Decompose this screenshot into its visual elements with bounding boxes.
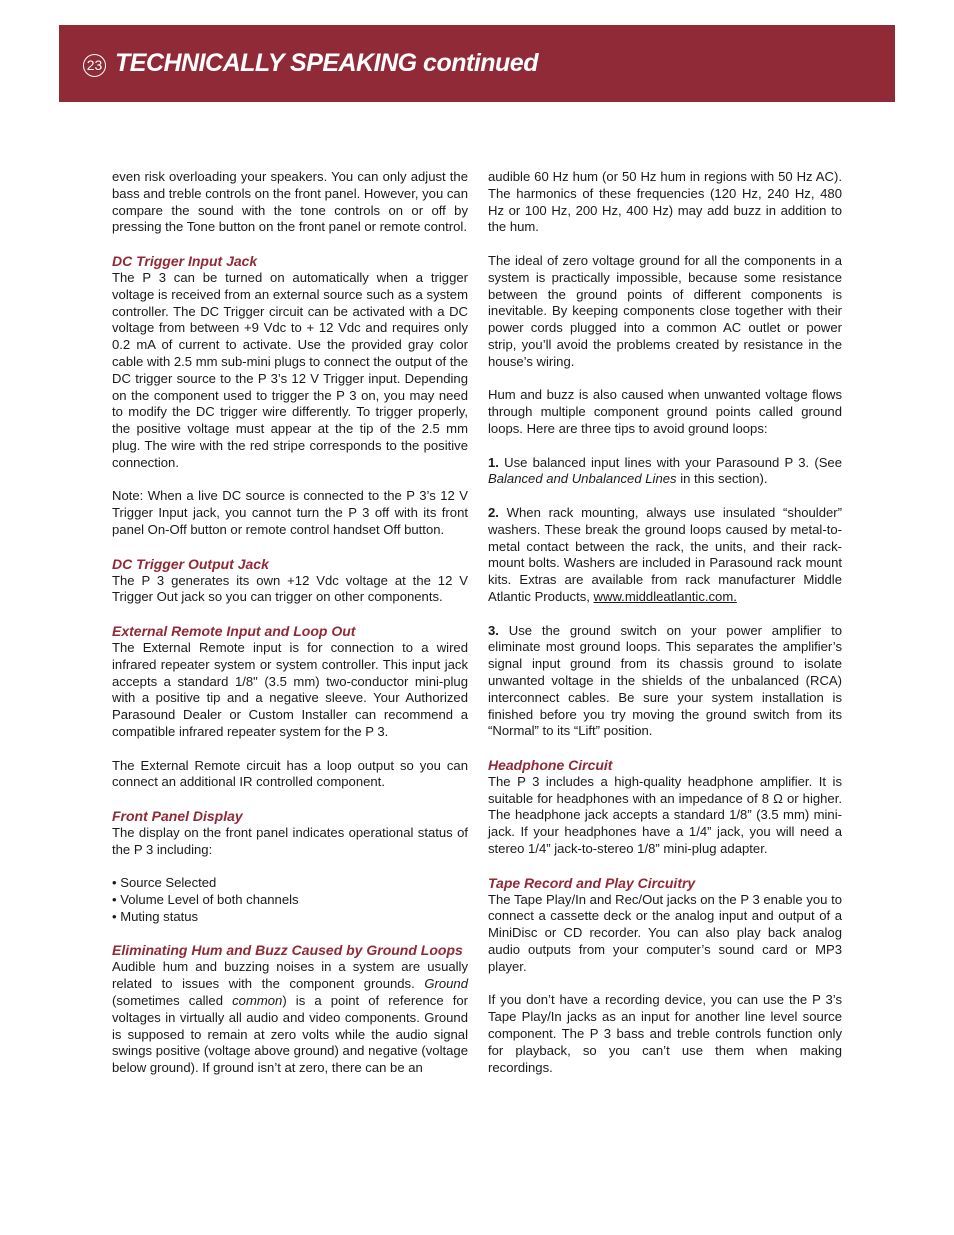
headphone-circuit-heading: Headphone Circuit bbox=[488, 756, 613, 773]
dc-trigger-output-paragraph: The P 3 generates its own +12 Vdc voltage at the 12 V Trigger Out jack so you can trigger on other components. bbox=[112, 572, 468, 605]
ground-loops-heading: Eliminating Hum and Buzz Caused by Ground Loops bbox=[112, 942, 463, 959]
headphone-circuit-paragraph: The P 3 includes a high-quality headphone amplifier. It is suitable for headphones with an impedance of 8 Ω or higher. The headphone jack accepts a standard 1/8” (3.5 mm) mini-jack. If your headphones have a 1/4” jack, you will need a stereo 1/4” jack-to-stereo 1/8” mini-plug adapter. bbox=[488, 773, 842, 857]
front-panel-display-paragraph: The display on the front panel indicates operational status of the P 3 including: bbox=[112, 824, 468, 857]
status-list bbox=[112, 875, 468, 925]
dc-trigger-output-heading: DC Trigger Output Jack bbox=[112, 555, 269, 572]
tip-2-paragraph: 2. When rack mounting, always use insulated “shoulder” washers. These break the ground loops caused by metal-to-metal contact between the rack, the units, and their rack-mount bolts. Washers are included in Parasound rack mount kits. Extras are available from rack manufacturer Middle Atlantic Products, www.middleatlantic.com. bbox=[488, 504, 842, 604]
tip-3-paragraph: 3. Use the ground switch on your power amplifier to eliminate most ground loops. This separates the amplifier’s signal input ground from its chassis ground to isolate unwanted voltage in the shields of the unbalanced (RCA) interconnect cables. Be sure your system installation is finished before you try moving the ground switch from its “Normal” to its “Lift” position. bbox=[488, 622, 842, 739]
list-item: • Volume Level of both channels bbox=[112, 892, 468, 909]
tape-circuitry-paragraph: The Tape Play/In and Rec/Out jacks on the P 3 enable you to connect a cassette deck or the analog input and output of a MiniDisc or CD recorder. You can also play back analog audio outputs from your computer’s sound card or MP3 player. bbox=[488, 891, 843, 974]
tip-1-paragraph: 1. Use balanced input lines with your Parasound P 3. (See Balanced and Unbalanced Lines in this section). bbox=[488, 454, 842, 487]
list-item: • Source Selected bbox=[112, 875, 468, 892]
dc-trigger-note-paragraph: Note: When a live DC source is connected to the P 3’s 12 V Trigger Input jack, you cannot turn the P 3 off with its front panel On-Off button or remote control handset Off button. bbox=[112, 488, 468, 537]
middleatlantic-link[interactable]: www.middleatlantic.com. bbox=[593, 588, 737, 604]
page-number: 23 bbox=[83, 54, 106, 77]
dc-trigger-input-paragraph: The P 3 can be turned on automatically when a trigger voltage is received from an external source such as a system controller. The DC Trigger circuit can be activated with a DC voltage from between +9 Vdc to + 12 Vdc and requires only 0.2 mA of current to activate. Use the provided gray color cable with 2.5 mm sub-mini plugs to connect the output of the DC trigger source to the P 3’s 12 V Trigger input. Depending on the component used to trigger the P 3 on, you may need to modify the DC trigger wire differently. To trigger properly, the positive voltage must appear at the tip of the 2.5 mm plug. The wire with the red stripe corresponds to the positive connection. bbox=[112, 269, 468, 470]
external-remote-loop-paragraph: The External Remote circuit has a loop output so you can connect an additional IR controlled component. bbox=[112, 757, 468, 790]
page-title: TECHNICALLY SPEAKING continued bbox=[115, 49, 538, 77]
ideal-ground-paragraph: The ideal of zero voltage ground for all the components in a system is practically impossible, because some resistance between the ground points of different components is inevitable. By keeping components close together with their power cords plugged into a common AC outlet or power strip, you’ll avoid the problems created by resistance in the house’s wiring. bbox=[488, 252, 842, 369]
external-remote-heading: External Remote Input and Loop Out bbox=[112, 622, 356, 639]
ground-loops-intro-paragraph: Hum and buzz is also caused when unwanted voltage flows through multiple component ground points called ground loops. Here are three tips to avoid ground loops: bbox=[488, 387, 842, 436]
front-panel-display-heading: Front Panel Display bbox=[112, 807, 243, 824]
tape-circuitry-heading: Tape Record and Play Circuitry bbox=[488, 874, 696, 891]
ground-loops-paragraph: Audible hum and buzzing noises in a system are usually related to issues with the component grounds. Ground (sometimes called common) is a point of reference for voltages in virtually all audio and video components. Ground is supposed to remain at zero volts while the audio signal swings positive (voltage above ground) and negative (voltage below ground). If ground isn’t at zero, there can be an bbox=[112, 959, 468, 1076]
tape-no-recorder-paragraph: If you don’t have a recording device, you can use the P 3’s Tape Play/In jacks as an input for another line level source component. The P 3 bass and treble controls function only for playback, so you can’t use them when making recordings. bbox=[488, 992, 842, 1075]
right-column bbox=[488, 169, 842, 1076]
hum-continued-paragraph: audible 60 Hz hum (or 50 Hz hum in regions with 50 Hz AC). The harmonics of these frequencies (120 Hz, 240 Hz, 480 Hz or 100 Hz, 200 Hz, 400 Hz) may add buzz in addition to the hum. bbox=[488, 169, 842, 235]
left-column bbox=[112, 169, 468, 1094]
dc-trigger-input-heading: DC Trigger Input Jack bbox=[112, 252, 258, 269]
header-banner bbox=[59, 25, 895, 102]
external-remote-paragraph: The External Remote input is for connection to a wired infrared repeater system or system controller. This input jack accepts a standard 1/8" (3.5 mm) two-conductor mini-plug with a positive tip and a negative sleeve. Your Authorized Parasound Dealer or Custom Installer can recommend a compatible infrared repeater system for the P 3. bbox=[112, 639, 468, 739]
intro-paragraph: even risk overloading your speakers. You can only adjust the bass and treble controls on the front panel. However, you can compare the sound with the tone controls on or off by pressing the Tone button on the front panel or remote control. bbox=[112, 169, 468, 235]
list-item: • Muting status bbox=[112, 909, 468, 926]
